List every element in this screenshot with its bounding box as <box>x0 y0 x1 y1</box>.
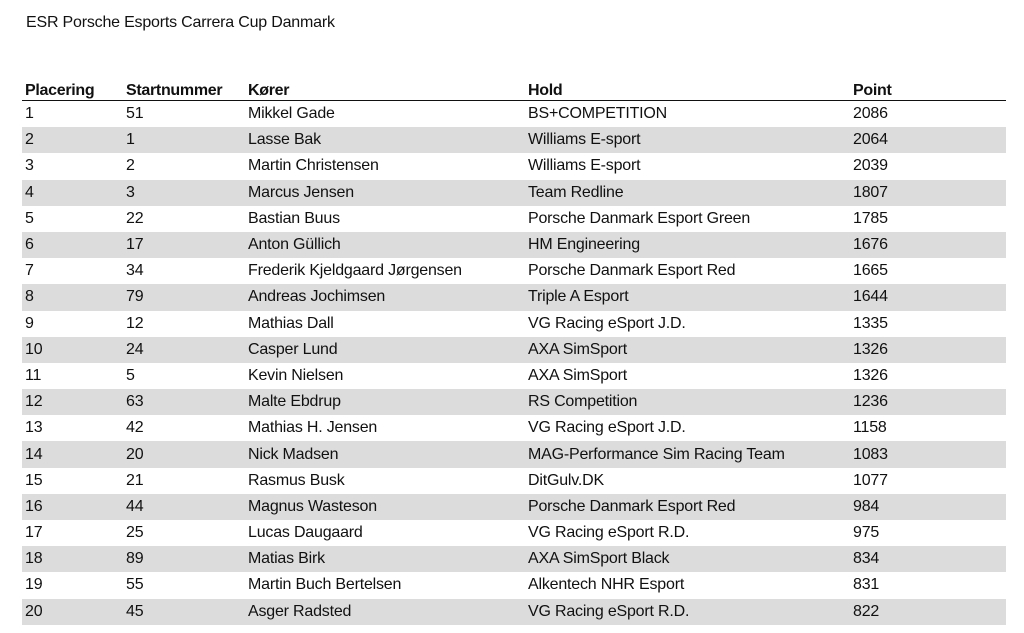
cell-korer: Bastian Buus <box>248 209 340 227</box>
cell-startnummer: 17 <box>123 232 245 258</box>
cell-hold: RS Competition <box>525 389 850 415</box>
table-row <box>22 415 1006 441</box>
table-row <box>22 494 1006 520</box>
table-row <box>22 232 1006 258</box>
cell-startnummer: 89 <box>123 546 245 572</box>
cell-korer: Asger Radsted <box>245 599 525 625</box>
table-body <box>22 101 1006 625</box>
cell-placering: 8 <box>22 284 123 310</box>
cell-startnummer: 20 <box>123 441 245 467</box>
cell-placering: 15 <box>25 471 43 489</box>
cell-korer: Martin Buch Bertelsen <box>248 576 402 594</box>
cell-korer: Lucas Daugaard <box>248 524 363 542</box>
cell-startnummer: 44 <box>123 494 245 520</box>
cell-point: 984 <box>850 494 1006 520</box>
cell-hold: AXA SimSport <box>525 337 850 363</box>
cell-startnummer: 25 <box>126 524 144 542</box>
cell-startnummer: 21 <box>126 471 144 489</box>
cell-hold: VG Racing eSport R.D. <box>525 599 850 625</box>
table-row <box>22 153 1006 179</box>
cell-point: 1665 <box>853 262 888 280</box>
cell-korer: Martin Christensen <box>248 157 379 175</box>
cell-hold: Porsche Danmark Esport Green <box>528 209 751 227</box>
cell-placering: 18 <box>22 546 123 572</box>
table-row <box>22 206 1006 232</box>
cell-hold: Porsche Danmark Esport Red <box>528 262 736 280</box>
cell-startnummer: 79 <box>123 284 245 310</box>
cell-startnummer: 55 <box>126 576 144 594</box>
cell-korer: Mathias Dall <box>248 314 334 332</box>
cell-startnummer: 45 <box>123 599 245 625</box>
cell-hold: BS+COMPETITION <box>528 105 667 123</box>
cell-placering: 10 <box>22 337 123 363</box>
cell-korer: Matias Birk <box>245 546 525 572</box>
cell-hold: VG Racing eSport R.D. <box>528 524 690 542</box>
table-row <box>22 546 1006 572</box>
cell-placering: 12 <box>22 389 123 415</box>
cell-startnummer: 42 <box>126 419 144 437</box>
cell-point: 834 <box>850 546 1006 572</box>
cell-placering: 11 <box>25 366 42 384</box>
cell-startnummer: 5 <box>126 366 135 384</box>
cell-hold: Team Redline <box>525 180 850 206</box>
cell-hold: Porsche Danmark Esport Red <box>525 494 850 520</box>
cell-placering: 20 <box>22 599 123 625</box>
cell-placering: 4 <box>22 180 123 206</box>
table-header-row <box>22 78 1006 101</box>
table-row <box>22 572 1006 598</box>
cell-point: 2064 <box>850 127 1006 153</box>
cell-placering: 13 <box>25 419 43 437</box>
cell-korer: Nick Madsen <box>245 441 525 467</box>
cell-korer: Casper Lund <box>245 337 525 363</box>
cell-korer: Anton Güllich <box>245 232 525 258</box>
cell-placering: 17 <box>25 524 43 542</box>
cell-point: 1644 <box>850 284 1006 310</box>
cell-hold: AXA SimSport <box>528 366 627 384</box>
table-row <box>22 284 1006 310</box>
cell-startnummer: 2 <box>126 157 135 175</box>
table-row <box>22 258 1006 284</box>
cell-hold: AXA SimSport Black <box>525 546 850 572</box>
header-point: Point <box>850 78 1006 101</box>
cell-point: 975 <box>853 524 880 542</box>
cell-placering: 2 <box>22 127 123 153</box>
table-row <box>22 599 1006 625</box>
header-korer: Kører <box>245 78 525 101</box>
header-hold: Hold <box>525 78 850 101</box>
header-startnummer: Startnummer <box>123 78 245 101</box>
cell-point: 1083 <box>850 441 1006 467</box>
cell-point: 822 <box>850 599 1006 625</box>
cell-startnummer: 24 <box>123 337 245 363</box>
table-row <box>22 311 1006 337</box>
cell-placering: 14 <box>22 441 123 467</box>
cell-placering: 1 <box>25 105 34 123</box>
document-title: ESR Porsche Esports Carrera Cup Danmark <box>26 14 335 31</box>
cell-korer: Mikkel Gade <box>248 105 335 123</box>
cell-korer: Rasmus Busk <box>248 471 345 489</box>
cell-point: 1077 <box>853 471 888 489</box>
cell-placering: 16 <box>22 494 123 520</box>
cell-point: 831 <box>853 576 880 594</box>
cell-placering: 19 <box>25 576 43 594</box>
cell-placering: 6 <box>22 232 123 258</box>
cell-point: 1676 <box>850 232 1006 258</box>
cell-startnummer: 22 <box>126 209 144 227</box>
cell-hold: Alkentech NHR Esport <box>528 576 685 594</box>
cell-startnummer: 12 <box>126 314 144 332</box>
cell-point: 1335 <box>853 314 888 332</box>
cell-point: 1807 <box>850 180 1006 206</box>
table-row <box>22 101 1006 128</box>
cell-placering: 7 <box>25 262 34 280</box>
cell-hold: VG Racing eSport J.D. <box>528 419 686 437</box>
table-row <box>22 127 1006 153</box>
cell-korer: Mathias H. Jensen <box>248 419 378 437</box>
standings-table <box>22 78 1006 625</box>
cell-point: 1326 <box>850 337 1006 363</box>
cell-hold: DitGulv.DK <box>528 471 604 489</box>
cell-korer: Kevin Nielsen <box>248 366 344 384</box>
cell-hold: Triple A Esport <box>525 284 850 310</box>
cell-hold: HM Engineering <box>525 232 850 258</box>
cell-placering: 3 <box>25 157 34 175</box>
cell-placering: 5 <box>25 209 34 227</box>
table-row <box>22 441 1006 467</box>
cell-placering: 9 <box>25 314 34 332</box>
table-row <box>22 337 1006 363</box>
cell-point: 1236 <box>850 389 1006 415</box>
header-placering: Placering <box>22 78 123 101</box>
cell-hold: Williams E-sport <box>525 127 850 153</box>
cell-point: 1158 <box>853 419 887 437</box>
cell-korer: Andreas Jochimsen <box>245 284 525 310</box>
cell-korer: Frederik Kjeldgaard Jørgensen <box>248 262 462 280</box>
cell-startnummer: 63 <box>123 389 245 415</box>
table-row <box>22 363 1006 389</box>
cell-startnummer: 3 <box>123 180 245 206</box>
cell-startnummer: 34 <box>126 262 144 280</box>
cell-korer: Malte Ebdrup <box>245 389 525 415</box>
cell-korer: Lasse Bak <box>245 127 525 153</box>
cell-startnummer: 51 <box>126 105 144 123</box>
cell-korer: Marcus Jensen <box>245 180 525 206</box>
cell-point: 1326 <box>853 366 888 384</box>
table-row <box>22 520 1006 546</box>
cell-startnummer: 1 <box>123 127 245 153</box>
table-row <box>22 180 1006 206</box>
cell-point: 2086 <box>853 105 888 123</box>
cell-point: 1785 <box>853 209 888 227</box>
cell-point: 2039 <box>853 157 888 175</box>
table-row <box>22 468 1006 494</box>
cell-hold: VG Racing eSport J.D. <box>528 314 686 332</box>
cell-korer: Magnus Wasteson <box>245 494 525 520</box>
cell-hold: MAG-Performance Sim Racing Team <box>525 441 850 467</box>
table-row <box>22 389 1006 415</box>
cell-hold: Williams E-sport <box>528 157 641 175</box>
